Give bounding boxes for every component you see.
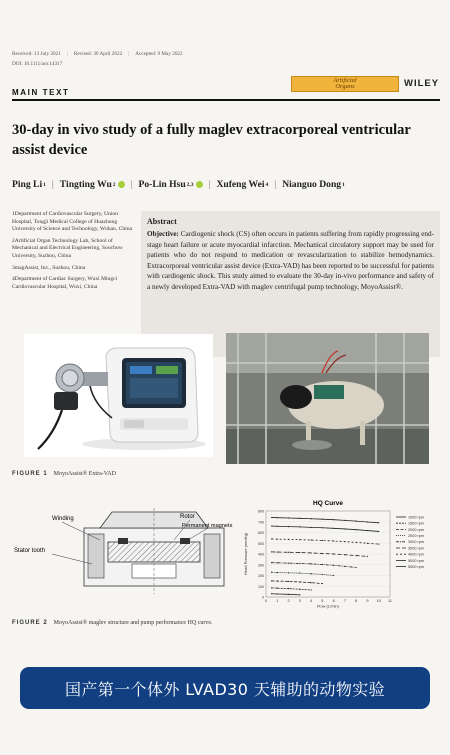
legend-entry: 5500 rpm <box>408 565 425 569</box>
data-point <box>299 552 300 553</box>
data-point <box>344 520 345 521</box>
accepted-date: Accepted: 9 May 2022 <box>135 51 183 57</box>
legend-entry: 2500 rpm <box>408 534 425 538</box>
data-point <box>344 554 345 555</box>
data-point <box>378 522 379 523</box>
data-point <box>367 530 368 531</box>
affiliation-item: 3magAssist, Inc., Suzhou, China <box>12 264 86 271</box>
author-name[interactable] <box>12 179 46 190</box>
x-tick-label: 7 <box>343 599 346 603</box>
x-tick-label: 9 <box>366 599 369 603</box>
author-name[interactable] <box>138 179 202 190</box>
legend-entry: 4000 rpm <box>408 552 425 557</box>
data-point <box>288 581 289 582</box>
author-name-text: Xufeng Wei <box>216 179 265 190</box>
legend-entry: 3000 rpm <box>408 540 425 545</box>
data-point <box>271 525 272 526</box>
data-point <box>322 583 323 584</box>
data-point <box>322 527 323 528</box>
data-point <box>288 563 289 564</box>
legend-entry: 3500 rpm <box>408 546 425 551</box>
data-point <box>288 588 289 589</box>
legend-entry: 1500 rpm <box>408 521 425 526</box>
data-point <box>310 582 311 583</box>
data-point <box>333 575 334 576</box>
device-photo <box>24 334 213 457</box>
y-axis-label: Head Pressure (mmHg) <box>243 532 248 576</box>
series-line <box>272 563 357 568</box>
author-affiliation-marker: 4 <box>265 181 269 188</box>
data-point <box>277 526 278 527</box>
paper-title: 30-day in vivo study of a fully maglev extracorporeal ventricular assist device <box>12 122 411 158</box>
data-point <box>277 580 278 581</box>
data-point <box>310 573 311 574</box>
revised-date: Revised: 30 April 2022 <box>73 51 123 57</box>
data-point <box>310 589 311 590</box>
data-point <box>356 567 357 568</box>
series-line <box>272 517 379 522</box>
data-point <box>277 593 278 594</box>
y-tick-label: 200 <box>258 574 264 578</box>
author-affiliation-marker: 2 <box>112 181 116 188</box>
data-point <box>288 539 289 540</box>
x-tick-label: 0 <box>264 599 268 603</box>
data-point <box>288 526 289 527</box>
affiliation-item: 4Department of Cardiac Surgery, Wuxi Mingci Cardiovascular Hospital, Wuxi, China <box>12 276 118 290</box>
data-point <box>299 581 300 582</box>
data-point <box>299 594 300 595</box>
data-point <box>322 564 323 565</box>
figure2-caption-text: MoyoAssist® maglev structure and pump performance HQ curve. <box>53 620 213 626</box>
data-point <box>277 517 278 518</box>
author-name[interactable] <box>282 179 345 190</box>
promo-banner <box>20 667 430 709</box>
data-point <box>288 572 289 573</box>
data-point <box>271 587 272 588</box>
data-point <box>277 562 278 563</box>
author-name-text: Nianguo Dong <box>282 179 342 190</box>
data-point <box>322 553 323 554</box>
data-point <box>322 519 323 520</box>
data-point <box>277 551 278 552</box>
y-tick-label: 300 <box>258 563 264 568</box>
data-point <box>299 518 300 519</box>
data-point <box>378 544 379 545</box>
y-tick-label: 400 <box>258 552 264 557</box>
x-tick-label: 4 <box>310 599 313 603</box>
author-name-text: Po-Lin Hsu <box>138 179 186 190</box>
article-meta: Received: 13 July 2021 | Revised: 30 April 2022 | Accepted: 9 May 2022 DOI: 10.1111/aor.14317 <box>12 51 438 67</box>
series-line <box>272 594 300 595</box>
data-point <box>271 551 272 552</box>
data-point <box>271 593 272 594</box>
data-point <box>356 521 357 522</box>
figure2-label: FIGURE 2 <box>12 620 48 626</box>
x-tick-label: 3 <box>298 599 301 603</box>
data-point <box>299 589 300 590</box>
data-point <box>271 517 272 518</box>
diagram-label-rotor: Rotor <box>180 514 195 520</box>
data-point <box>333 565 334 566</box>
author-name-text: Tingting Wu <box>59 179 112 190</box>
x-tick-label: 6 <box>332 599 335 603</box>
y-tick-label: 0 <box>262 595 264 600</box>
x-tick-label: 8 <box>355 599 358 603</box>
data-point <box>299 573 300 574</box>
hq-curve-chart <box>240 497 442 609</box>
author-affiliation-marker: 1 <box>342 181 345 188</box>
data-point <box>378 531 379 532</box>
data-point <box>344 528 345 529</box>
author-list <box>12 179 438 190</box>
data-point <box>271 580 272 581</box>
author-name-text: Ping Li <box>12 179 43 190</box>
data-point <box>271 572 272 573</box>
author-affiliation-marker: 1 <box>43 181 46 188</box>
data-point <box>277 539 278 540</box>
x-axis-label: Flow (L/min) <box>316 603 340 609</box>
data-point <box>288 517 289 518</box>
abstract-objective-label: Objective: <box>147 230 179 238</box>
author-name[interactable] <box>60 179 125 190</box>
author-separator: | <box>208 179 211 190</box>
figure1-label: FIGURE 1 <box>12 471 48 477</box>
data-point <box>277 572 278 573</box>
data-point <box>271 562 272 563</box>
y-tick-label: 700 <box>258 520 264 525</box>
data-point <box>322 574 323 575</box>
abstract-text <box>147 229 434 293</box>
abstract-body: Cardiogenic shock (CS) often occurs in patients suffering from rapidly progressing end-stage heart failure or acute myocardial infarction. Mechanical circulatory support may be used for patients who do not respond to medication or revascularization to stabilize hemodynamics. Extracorporeal ventricular assist device (Extra-VAD) has been reported to be successful for patients with cardiogenic shock. This study aimed to evaluate the 30-day in-vivo performance and safety of a newly developed Extra-VAD with maglev centrifugal pump technology, MoyoAssist®. <box>147 230 434 291</box>
author-separator: | <box>130 179 133 190</box>
data-point <box>299 563 300 564</box>
journal-logo-line2: Organs <box>335 83 355 90</box>
series-line <box>272 526 379 531</box>
data-point <box>310 563 311 564</box>
diagram-label-stator: Stator tooth <box>14 548 46 554</box>
y-tick-label: 800 <box>258 509 264 514</box>
publisher-logo: WILEY <box>404 78 440 89</box>
journal-logo-line1: Artificial <box>333 77 357 84</box>
x-tick-label: 1 <box>276 599 279 603</box>
series-line <box>272 581 323 584</box>
x-tick-label: 5 <box>321 599 324 603</box>
x-tick-label: 11 <box>388 599 392 603</box>
legend-entry: 5000 rpm <box>408 558 425 563</box>
data-point <box>333 540 334 541</box>
maglev-structure-diagram <box>12 498 238 606</box>
x-tick-label: 10 <box>376 599 381 603</box>
data-point <box>310 539 311 540</box>
data-point <box>271 538 272 539</box>
banner-text: 国产第一个体外 LVAD30 天辅助的动物实验 <box>64 679 386 699</box>
animal-photo <box>226 333 429 464</box>
abstract-heading: Abstract <box>147 217 177 226</box>
section-label: MAIN TEXT <box>12 88 70 97</box>
data-point <box>277 588 278 589</box>
figure1-caption <box>12 471 116 477</box>
diagram-label-magnets: Permanent magnets <box>182 523 233 529</box>
received-date: Received: 13 July 2021 <box>12 51 61 57</box>
data-point <box>322 540 323 541</box>
chart-title: HQ Curve <box>313 500 343 507</box>
author-name[interactable] <box>216 179 268 190</box>
series-line <box>272 572 334 575</box>
y-tick-label: 100 <box>258 584 264 589</box>
data-point <box>367 521 368 522</box>
diagram-label-winding: Winding <box>52 516 74 522</box>
legend-entry: 1000 rpm <box>408 515 425 520</box>
orcid-icon[interactable] <box>196 181 203 188</box>
author-separator: | <box>274 179 277 190</box>
data-point <box>299 526 300 527</box>
data-point <box>333 519 334 520</box>
data-point <box>299 539 300 540</box>
figure1-caption-text: MoyoAssist® Extra-VAD <box>53 471 116 477</box>
data-point <box>356 542 357 543</box>
figure1-images <box>0 334 450 466</box>
data-point <box>310 527 311 528</box>
orcid-icon[interactable] <box>118 181 125 188</box>
author-separator: | <box>51 179 54 190</box>
y-tick-label: 600 <box>258 531 264 535</box>
data-point <box>356 529 357 530</box>
data-point <box>356 555 357 556</box>
data-point <box>288 594 289 595</box>
figure2-caption <box>12 620 213 626</box>
y-tick-label: 500 <box>258 541 264 546</box>
data-point <box>310 518 311 519</box>
affiliation-item: 1Department of Cardiovascular Surgery, Union Hospital, Tongji Medical College of Huazhong University of Science and Technology, Wuhan, China <box>12 211 132 233</box>
journal-logo <box>291 76 399 92</box>
data-point <box>333 528 334 529</box>
data-point <box>344 566 345 567</box>
data-point <box>310 552 311 553</box>
affiliation-item: 2Artificial Organ Technology Lab, School of Mechanical and Electrical Engineering, Soochow University, Suzhou, China <box>12 237 123 259</box>
section-divider <box>12 99 440 101</box>
author-affiliation-marker: 2,3 <box>186 181 194 188</box>
data-point <box>367 556 368 557</box>
data-point <box>344 541 345 542</box>
x-tick-label: 2 <box>287 599 290 603</box>
legend-entry: 2000 rpm <box>408 527 425 532</box>
data-point <box>367 543 368 544</box>
data-point <box>333 553 334 554</box>
data-point <box>288 552 289 553</box>
doi-link[interactable]: DOI: 10.1111/aor.14317 <box>12 61 63 67</box>
